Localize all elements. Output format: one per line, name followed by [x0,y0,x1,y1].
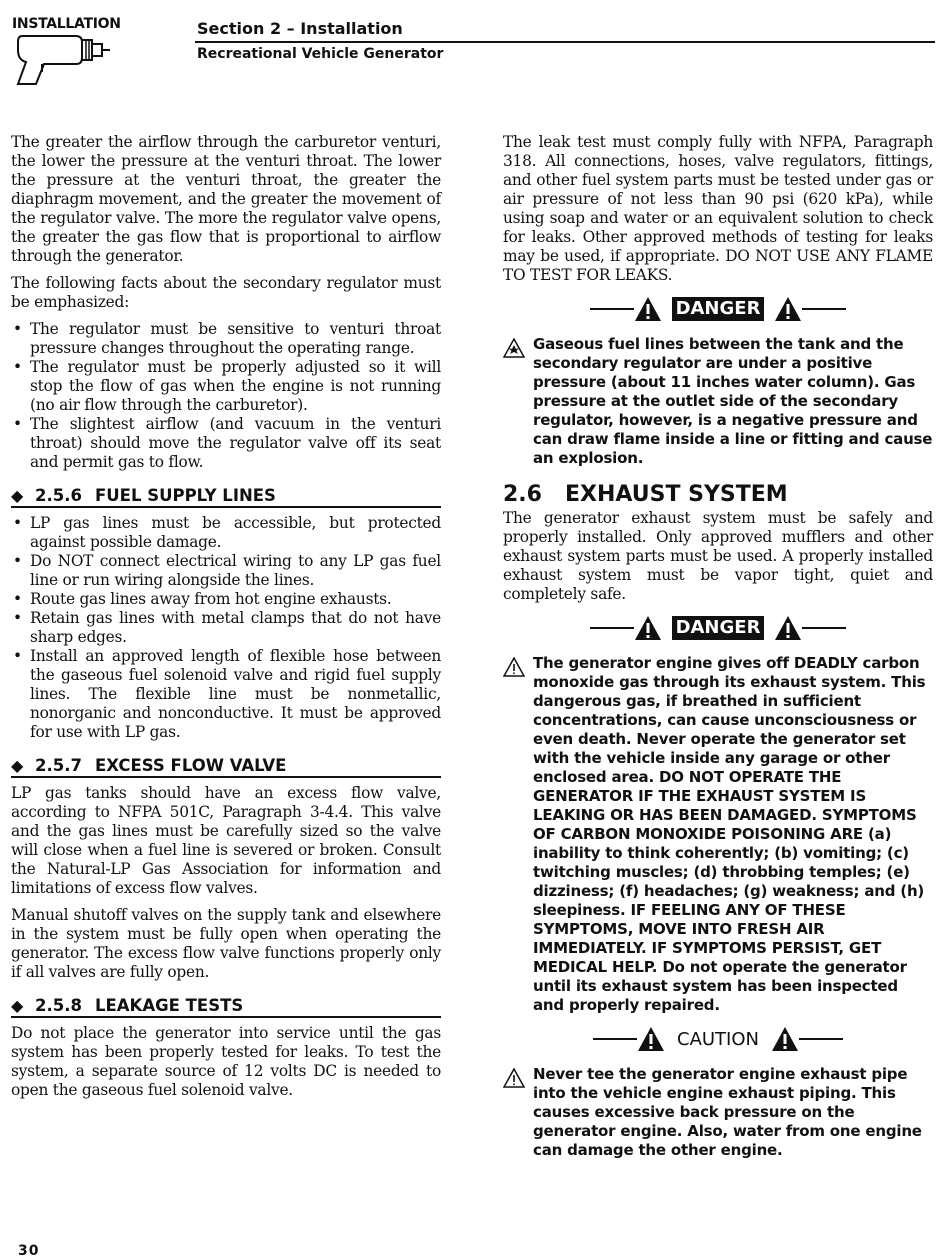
caution-warning-exhaust: Never tee the generator engine exhaust pipe into the vehicle engine exhaust piping. This causes excessive back pressure on the generator engine. Also, water from one engine can damage the other engine. [503,1065,933,1160]
list-item: • LP gas lines must be accessible, but protected against possible damage. [13,514,441,551]
regulator-facts-list [11,320,441,472]
warning-triangle-icon [774,296,802,322]
warning-triangle-icon [634,615,662,641]
heading-2-6: 2.6 EXHAUST SYSTEM [503,482,788,507]
caution-label: CAUTION [677,1028,759,1050]
list-item: • The slightest airflow (and vacuum in the venturi throat) should move the regulator valve off its seat and permit gas to flow. [13,415,441,471]
danger-banner [503,295,933,323]
installation-badge-label: INSTALLATION [12,16,121,32]
paragraph-shutoff-valves: Manual shutoff valves on the supply tank and elsewhere in the system must be fully open when operating the generator. The excess flow valve functions properly only if all valves are fully open. [11,906,441,981]
diamond-icon: ◆ [11,756,24,775]
paragraph-leakage: Do not place the generator into service until the gas system has been properly tested for leaks. To test the system, a separate source of 12 volts DC is needed to open the gaseous fuel solenoid valve. [11,1024,441,1099]
list-item: • Do NOT connect electrical wiring to any LP gas fuel line or run wiring alongside the lines. [13,552,441,589]
heading-2-5-6: ◆ 2.5.6 FUEL SUPPLY LINES [11,486,441,508]
warning-triangle-icon [774,615,802,641]
diamond-icon: ◆ [11,996,24,1015]
section-subtitle: Recreational Vehicle Generator [197,46,444,62]
warning-triangle-icon [637,1026,665,1052]
danger-warning-gas: Gaseous fuel lines between the tank and the secondary regulator are under a positive pressure (about 11 inches water column). Gas pressure at the outlet side of the secondary regulator, however, is a negative pressure and can draw flame inside a line or fitting and cause an explosion. [503,335,933,468]
section-title: Section 2 – Installation [197,19,403,38]
heading-2-5-7: ◆ 2.5.7 EXCESS FLOW VALVE [11,756,441,778]
warning-outline-icon [503,1068,525,1088]
paragraph-excess-flow: LP gas tanks should have an excess flow valve, according to NFPA 501C, Paragraph 3-4.4. This valve and the gas lines must be carefully sized so the valve will close when a fuel line is severed or broken. Consult the Natural-LP Gas Association for information and limitations of excess flow valves. [11,784,441,897]
explosion-warning-icon [503,338,525,358]
danger-banner [503,614,933,642]
paragraph-airflow: The greater the airflow through the carburetor venturi, the lower the pressure at the venturi throat. The lower the pressure at the venturi throat, the greater the diaphragm movement, and the greater the movement of the regulator valve. The more the regulator valve opens, the greater the gas flow that is proportional to airflow through the generator. [11,133,441,265]
danger-label: DANGER [672,616,765,640]
page-number: 30 [18,1243,40,1259]
danger-warning-co: The generator engine gives off DEADLY carbon monoxide gas through its exhaust system. This dangerous gas, if breathed in sufficient concentrations, can cause unconsciousness or even death. Never operate the generator set with the vehicle inside any garage or other enclosed area. DO NOT OPERATE THE GENERATOR IF THE EXHAUST SYSTEM IS LEAKING OR HAS BEEN DAMAGED. SYMPTOMS OF CARBON MONOXIDE POISONING ARE (a) inability to think coherently; (b) vomiting; (c) twitching muscles; (d) throbbing temples; (e) dizziness; (f) headaches; (g) weakness; and (h) sleepiness. IF FEELING ANY OF THESE SYMPTOMS, MOVE INTO FRESH AIR IMMEDIATELY. IF SYMPTOMS PERSIST, GET MEDICAL HELP. Do not operate the generator until its exhaust system has been inspected and properly repaired. [503,654,933,1015]
left-column [11,133,441,1108]
right-column [503,133,933,1160]
paragraph-leak-test: The leak test must comply fully with NFPA, Paragraph 318. All connections, hoses, valve regulators, fittings, and other fuel system parts must be tested under gas or air pressure of not less than 90 psi (620 kPa), while using soap and water or an equivalent solution to check for leaks. Other approved methods of testing for leaks may be used, if appropriate. DO NOT USE ANY FLAME TO TEST FOR LEAKS. [503,133,933,284]
warning-triangle-icon [771,1026,799,1052]
list-item: • Route gas lines away from hot engine exhausts. [13,590,392,608]
fuel-supply-list [11,514,441,742]
list-item: • Install an approved length of flexible hose between the gaseous fuel solenoid valve and rigid fuel supply lines. The flexible line must be nonmetallic, nonorganic and nonconductive. It must be approved for use with LP gas. [13,647,441,741]
paragraph-exhaust: The generator exhaust system must be safely and properly installed. Only approved mufflers and other exhaust system parts must be used. A properly installed exhaust system must be vapor tight, quiet and completely safe. [503,509,933,603]
danger-label: DANGER [672,297,765,321]
heading-2-5-8: ◆ 2.5.8 LEAKAGE TESTS [11,996,441,1018]
list-item: • The regulator must be sensitive to venturi throat pressure changes throughout the operating range. [13,320,441,357]
paragraph-facts-intro: The following facts about the secondary regulator must be emphasized: [11,274,441,311]
diamond-icon: ◆ [11,486,24,505]
list-item: • Retain gas lines with metal clamps that do not have sharp edges. [13,609,441,646]
warning-triangle-icon [634,296,662,322]
drill-icon [14,32,112,88]
warning-outline-icon [503,657,525,677]
list-item: • The regulator must be properly adjusted so it will stop the flow of gas when the engine is not running (no air flow through the carburetor). [13,358,441,414]
header-rule [195,41,935,43]
caution-banner [503,1025,933,1053]
